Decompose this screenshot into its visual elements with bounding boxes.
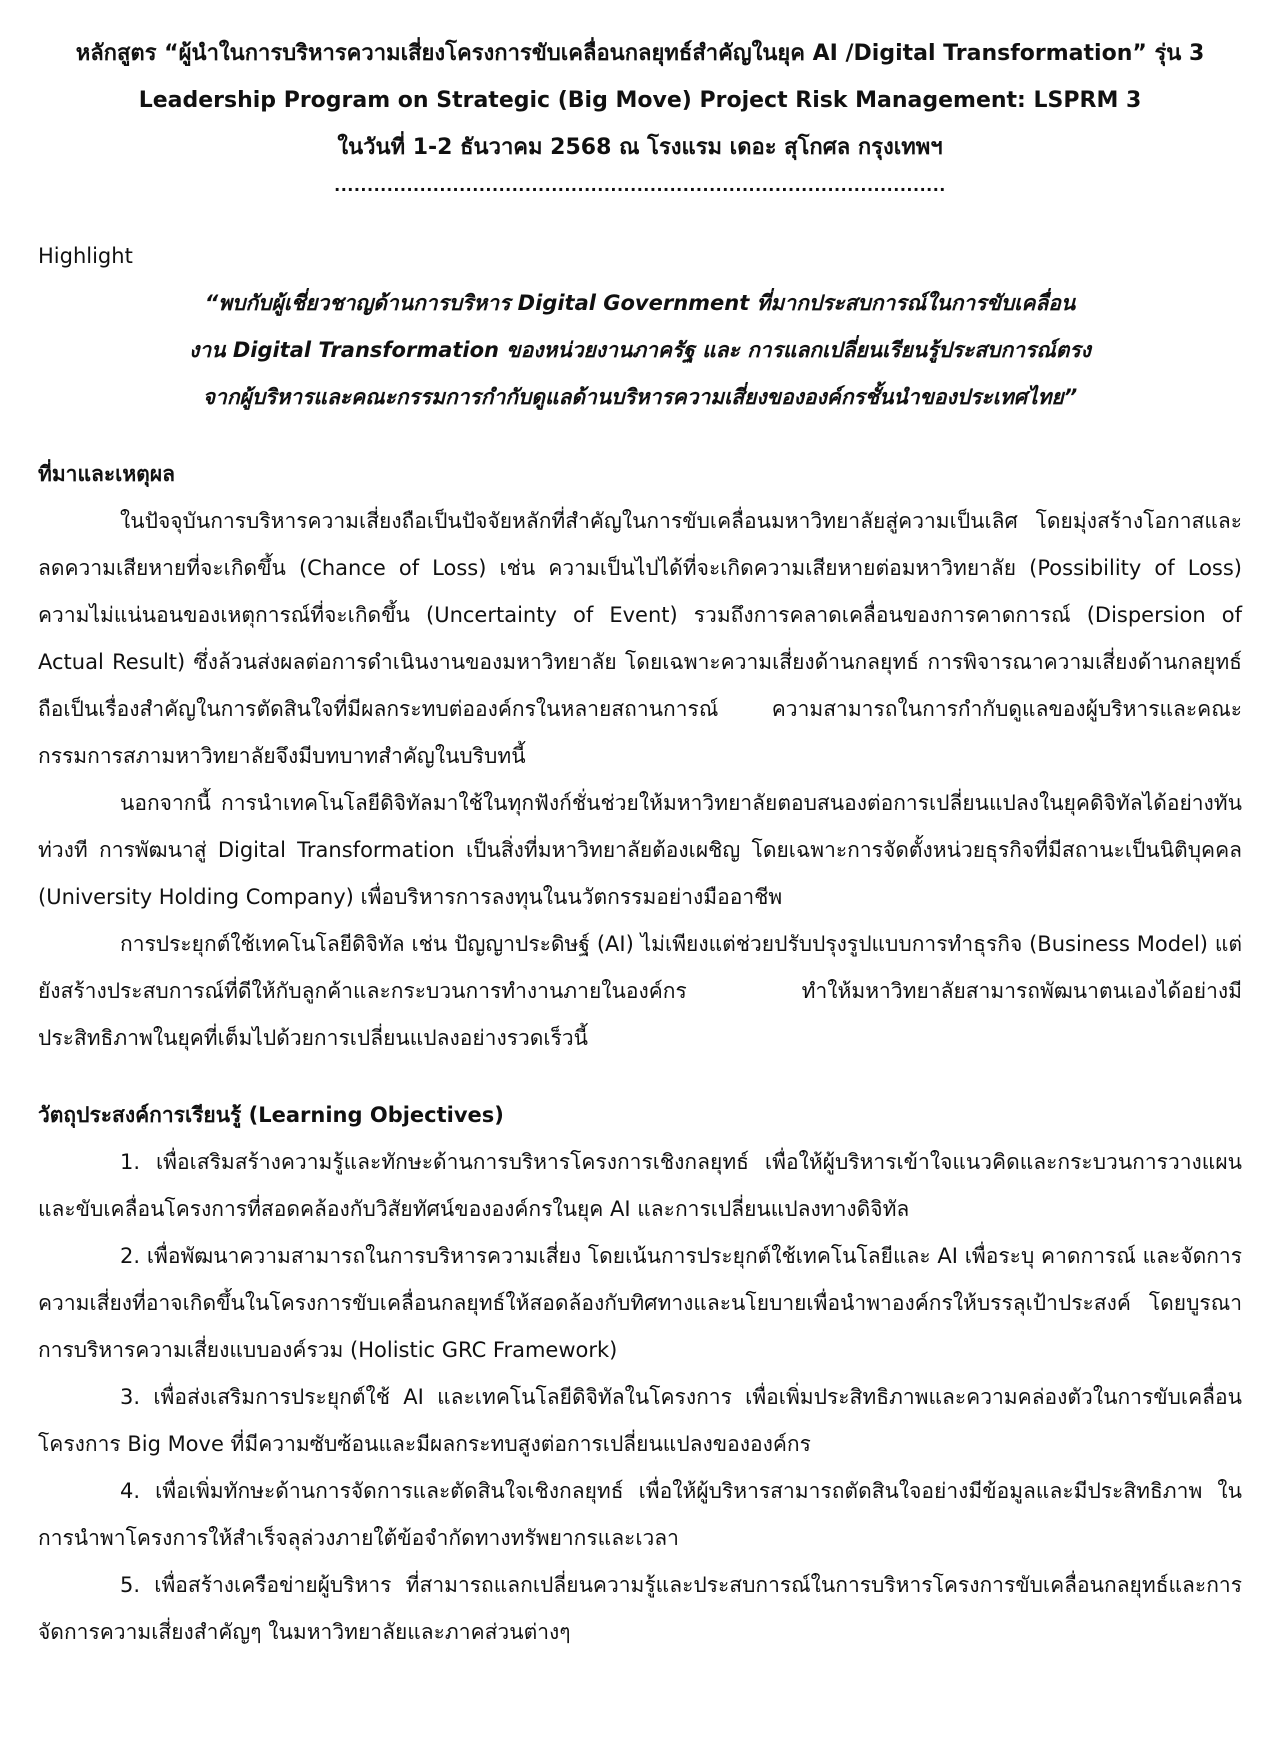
- rationale-paragraph: ในปัจจุบันการบริหารความเสี่ยงถือเป็นปัจจัยหลักที่สำคัญในการขับเคลื่อนมหาวิทยาลัยสู่ความเป็นเลิศ โดยมุ่งสร้างโอกาสและลดความเสียหายที่จะเกิดขึ้น (Chance of Loss) เช่น ความเป็นไปได้ที่จะเกิดความเสียหายต่อมหาวิทยาลัย (Possibility of Loss) ความไม่แน่นอนของเหตุการณ์ที่จะเกิดขึ้น (Uncertainty of Event) รวมถึงการคลาดเคลื่อนของการคาดการณ์ (Dispersion of Actual Result) ซึ่งล้วนส่งผลต่อการดำเนินงานของมหาวิทยาลัย โดยเฉพาะความเสี่ยงด้านกลยุทธ์ การพิจารณาความเสี่ยงด้านกลยุทธ์ถือเป็นเรื่องสำคัญในการตัดสินใจที่มีผลกระทบต่อองค์กรในหลายสถานการณ์ ความสามารถในการกำกับดูแลของผู้บริหารและคณะกรรมการสภามหาวิทยาลัยจึงมีบทบาทสำคัญในบริบทนี้: [38, 509, 1242, 768]
- highlight-label: Highlight: [38, 244, 133, 268]
- rationale-section: [38, 451, 1242, 1062]
- objective-item: 4. เพื่อเพิ่มทักษะด้านการจัดการและตัดสินใจเชิงกลยุทธ์ เพื่อให้ผู้บริหารสามารถตัดสินใจอย่างมีข้อมูลและมีประสิทธิภาพ ในการนำพาโครงการให้สำเร็จลุล่วงภายใต้ข้อจำกัดทางทรัพยากรและเวลา: [38, 1479, 1242, 1550]
- rationale-paragraph: การประยุกต์ใช้เทคโนโลยีดิจิทัล เช่น ปัญญาประดิษฐ์ (AI) ไม่เพียงแต่ช่วยปรับปรุงรูปแบบการทำธุรกิจ (Business Model) แต่ยังสร้างประสบการณ์ที่ดีให้กับลูกค้าและกระบวนการทำงานภายในองค์กร ทำให้มหาวิทยาลัยสามารถพัฒนาตนเองได้อย่างมีประสิทธิภาพในยุคที่เต็มไปด้วยการเปลี่ยนแปลงอย่างรวดเร็วนี้: [38, 932, 1242, 1050]
- highlight-quote-line: งาน Digital Transformation ของหน่วยงานภาครัฐ และ การแลกเปลี่ยนเรียนรู้ประสบการณ์ตรง: [189, 338, 1091, 362]
- course-title-thai: หลักสูตร “ผู้นำในการบริหารความเสี่ยงโครงการขับเคลื่อนกลยุทธ์สำคัญในยุค AI /Digital Transformation” รุ่น 3: [75, 41, 1205, 66]
- rationale-paragraph: นอกจากนี้ การนำเทคโนโลยีดิจิทัลมาใช้ในทุกฟังก์ชั่นช่วยให้มหาวิทยาลัยตอบสนองต่อการเปลี่ยนแปลงในยุคดิจิทัลได้อย่างทันท่วงที การพัฒนาสู่ Digital Transformation เป็นสิ่งที่มหาวิทยาลัยต้องเผชิญ โดยเฉพาะการจัดตั้งหน่วยธุรกิจที่มีสถานะเป็นนิติบุคคล (University Holding Company) เพื่อบริหารการลงทุนในนวัตกรรมอย่างมืออาชีพ: [38, 791, 1242, 909]
- objective-item: 3. เพื่อส่งเสริมการประยุกต์ใช้ AI และเทคโนโลยีดิจิทัลในโครงการ เพื่อเพิ่มประสิทธิภาพและความคล่องตัวในการขับเคลื่อนโครงการ Big Move ที่มีความซับซ้อนและมีผลกระทบสูงต่อการเปลี่ยนแปลงขององค์กร: [38, 1385, 1242, 1456]
- header-divider: .............................................................................................: [334, 176, 946, 195]
- event-date-venue: ในวันที่ 1-2 ธันวาคม 2568 ณ โรงแรม เดอะ สุโกศล กรุงเทพฯ: [337, 135, 943, 160]
- highlight-section: [38, 233, 1242, 421]
- document-header: [38, 30, 1242, 211]
- rationale-title: ที่มาและเหตุผล: [38, 462, 175, 486]
- objective-item: 5. เพื่อสร้างเครือข่ายผู้บริหาร ที่สามารถแลกเปลี่ยนความรู้และประสบการณ์ในการบริหารโครงการขับเคลื่อนกลยุทธ์และการจัดการความเสี่ยงสำคัญๆ ในมหาวิทยาลัยและภาคส่วนต่างๆ: [38, 1573, 1242, 1644]
- highlight-quote-line: จากผู้บริหารและคณะกรรมการกำกับดูแลด้านบริหารความเสี่ยงขององค์กรชั้นนำของประเทศไทย”: [202, 385, 1078, 409]
- course-title-english: Leadership Program on Strategic (Big Move) Project Risk Management: LSPRM 3: [138, 88, 1142, 113]
- objective-item: 2. เพื่อพัฒนาความสามารถในการบริหารความเสี่ยง โดยเน้นการประยุกต์ใช้เทคโนโลยีและ AI เพื่อระบุ คาดการณ์ และจัดการความเสี่ยงที่อาจเกิดขึ้นในโครงการขับเคลื่อนกลยุทธ์ให้สอดล้องกับทิศทางและนโยบายเพื่อนำพาองค์กรให้บรรลุเป้าประสงค์ โดยบูรณาการบริหารความเสี่ยงแบบองค์รวม (Holistic GRC Framework): [38, 1244, 1242, 1362]
- objectives-section: [38, 1092, 1242, 1656]
- objectives-title: วัตถุประสงค์การเรียนรู้ (Learning Objectives): [38, 1103, 504, 1127]
- objective-item: 1. เพื่อเสริมสร้างความรู้และทักษะด้านการบริหารโครงการเชิงกลยุทธ์ เพื่อให้ผู้บริหารเข้าใจแนวคิดและกระบวนการวางแผนและขับเคลื่อนโครงการที่สอดคล้องกับวิสัยทัศน์ขององค์กรในยุค AI และการเปลี่ยนแปลงทางดิจิทัล: [38, 1150, 1242, 1221]
- highlight-quote-line: “พบกับผู้เชี่ยวชาญด้านการบริหาร Digital Government ที่มากประสบการณ์ในการขับเคลื่อน: [204, 291, 1076, 315]
